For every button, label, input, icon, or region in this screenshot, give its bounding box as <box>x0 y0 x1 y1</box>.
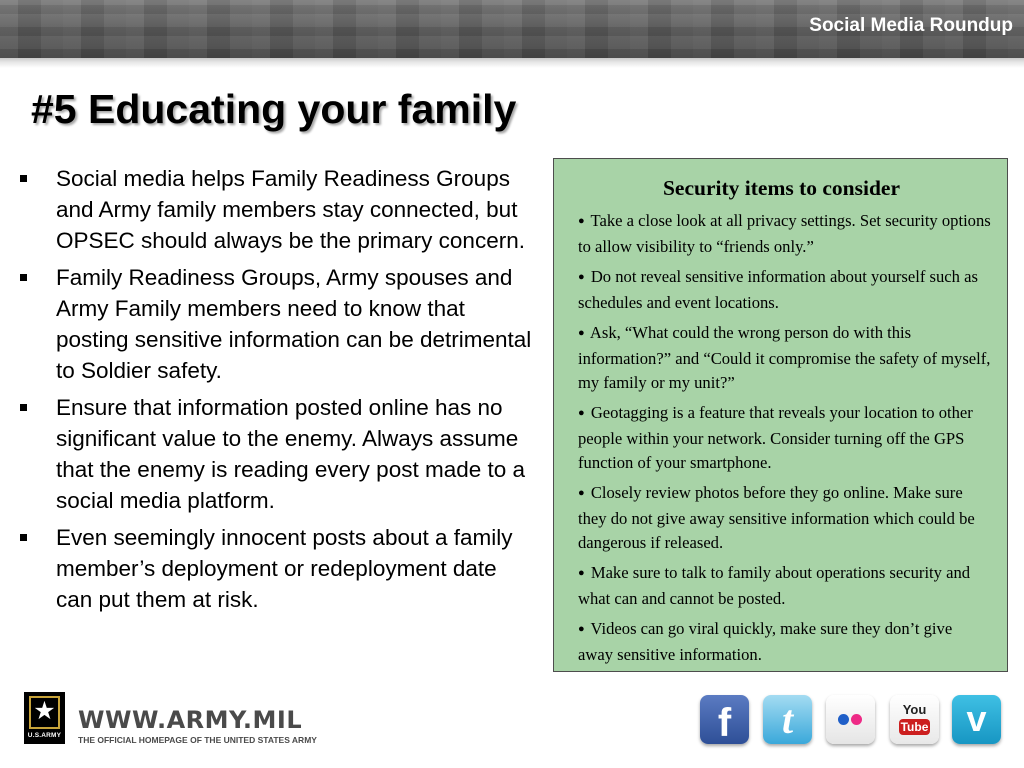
slide-title: #5 Educating your family <box>31 86 517 132</box>
round-bullet-icon: ● <box>578 567 585 579</box>
security-item <box>578 401 991 475</box>
security-item-text: Make sure to talk to family about operations security and what can and cannot be posted. <box>578 563 971 608</box>
bullet-item <box>18 522 538 615</box>
round-bullet-icon: ● <box>578 271 585 283</box>
square-bullet-icon <box>20 274 27 281</box>
logo-text: U.S.ARMY <box>27 732 62 739</box>
square-bullet-icon <box>20 404 27 411</box>
security-item-text: Closely review photos before they go online. Make sure they do not give away sensitive information which could be dangerous if released. <box>578 483 975 552</box>
security-box-title: Security items to consider <box>662 176 901 200</box>
bullet-text: Ensure that information posted online has no significant value to the enemy. Always assume that the enemy is reading every post made to a social media platform. <box>56 395 526 513</box>
security-item <box>578 617 991 667</box>
facebook-glyph: f <box>717 701 732 745</box>
security-item-text: Take a close look at all privacy settings. Set security options to allow visibility to “friends only.” <box>578 211 991 256</box>
flickr-icon[interactable] <box>826 695 875 744</box>
youtube-icon[interactable] <box>890 695 939 744</box>
army-url-link[interactable]: WWW.ARMY.MIL <box>78 706 303 734</box>
bullet-text: Even seemingly innocent posts about a family member’s deployment or redeployment date can put them at risk. <box>56 525 513 612</box>
vimeo-icon[interactable] <box>952 695 1001 744</box>
round-bullet-icon: ● <box>578 623 585 635</box>
security-item-text: Videos can go viral quickly, make sure they don’t give away sensitive information. <box>578 619 953 664</box>
security-items-box <box>553 158 1008 672</box>
bullet-item <box>18 163 538 256</box>
flickr-pink-dot <box>851 714 862 725</box>
square-bullet-icon <box>20 534 27 541</box>
vimeo-glyph: v <box>966 698 987 739</box>
flickr-blue-dot <box>838 714 849 725</box>
facebook-icon[interactable] <box>700 695 749 744</box>
army-tagline: THE OFFICIAL HOMEPAGE OF THE UNITED STATES ARMY <box>78 735 317 745</box>
us-army-star-logo[interactable] <box>24 692 65 744</box>
round-bullet-icon: ● <box>578 215 585 227</box>
twitter-icon[interactable] <box>763 695 812 744</box>
security-item <box>578 321 991 395</box>
header-divider <box>0 58 1024 68</box>
security-item <box>578 265 991 315</box>
bullet-text: Family Readiness Groups, Army spouses and Army Family members need to know that posting sensitive information can be detrimental to Soldier safety. <box>56 265 532 383</box>
security-item-text: Do not reveal sensitive information about yourself such as schedules and event locations. <box>578 267 978 312</box>
round-bullet-icon: ● <box>578 407 585 419</box>
security-item <box>578 209 991 259</box>
bullet-list <box>18 163 538 621</box>
section-title: Social Media Roundup <box>809 15 1013 36</box>
twitter-glyph: t <box>781 697 794 742</box>
youtube-you-text: You <box>902 702 927 717</box>
bullet-text: Social media helps Family Readiness Groups and Army family members stay connected, but OPSEC should always be the primary concern. <box>56 166 525 253</box>
bullet-item <box>18 262 538 386</box>
star-icon: ★ <box>33 697 56 725</box>
bullet-item <box>18 392 538 516</box>
security-item <box>578 561 991 611</box>
round-bullet-icon: ● <box>578 327 585 339</box>
security-item-text: Ask, “What could the wrong person do with this information?” and “Could it compromise the safety of myself, my family or my unit?” <box>578 323 991 392</box>
header-bar <box>0 0 1024 58</box>
youtube-tube-text: Tube <box>900 720 929 734</box>
square-bullet-icon <box>20 175 27 182</box>
security-item <box>578 481 991 555</box>
security-item-text: Geotagging is a feature that reveals your location to other people within your network. Consider turning off the GPS function of your smartphone. <box>578 403 973 472</box>
round-bullet-icon: ● <box>578 487 585 499</box>
